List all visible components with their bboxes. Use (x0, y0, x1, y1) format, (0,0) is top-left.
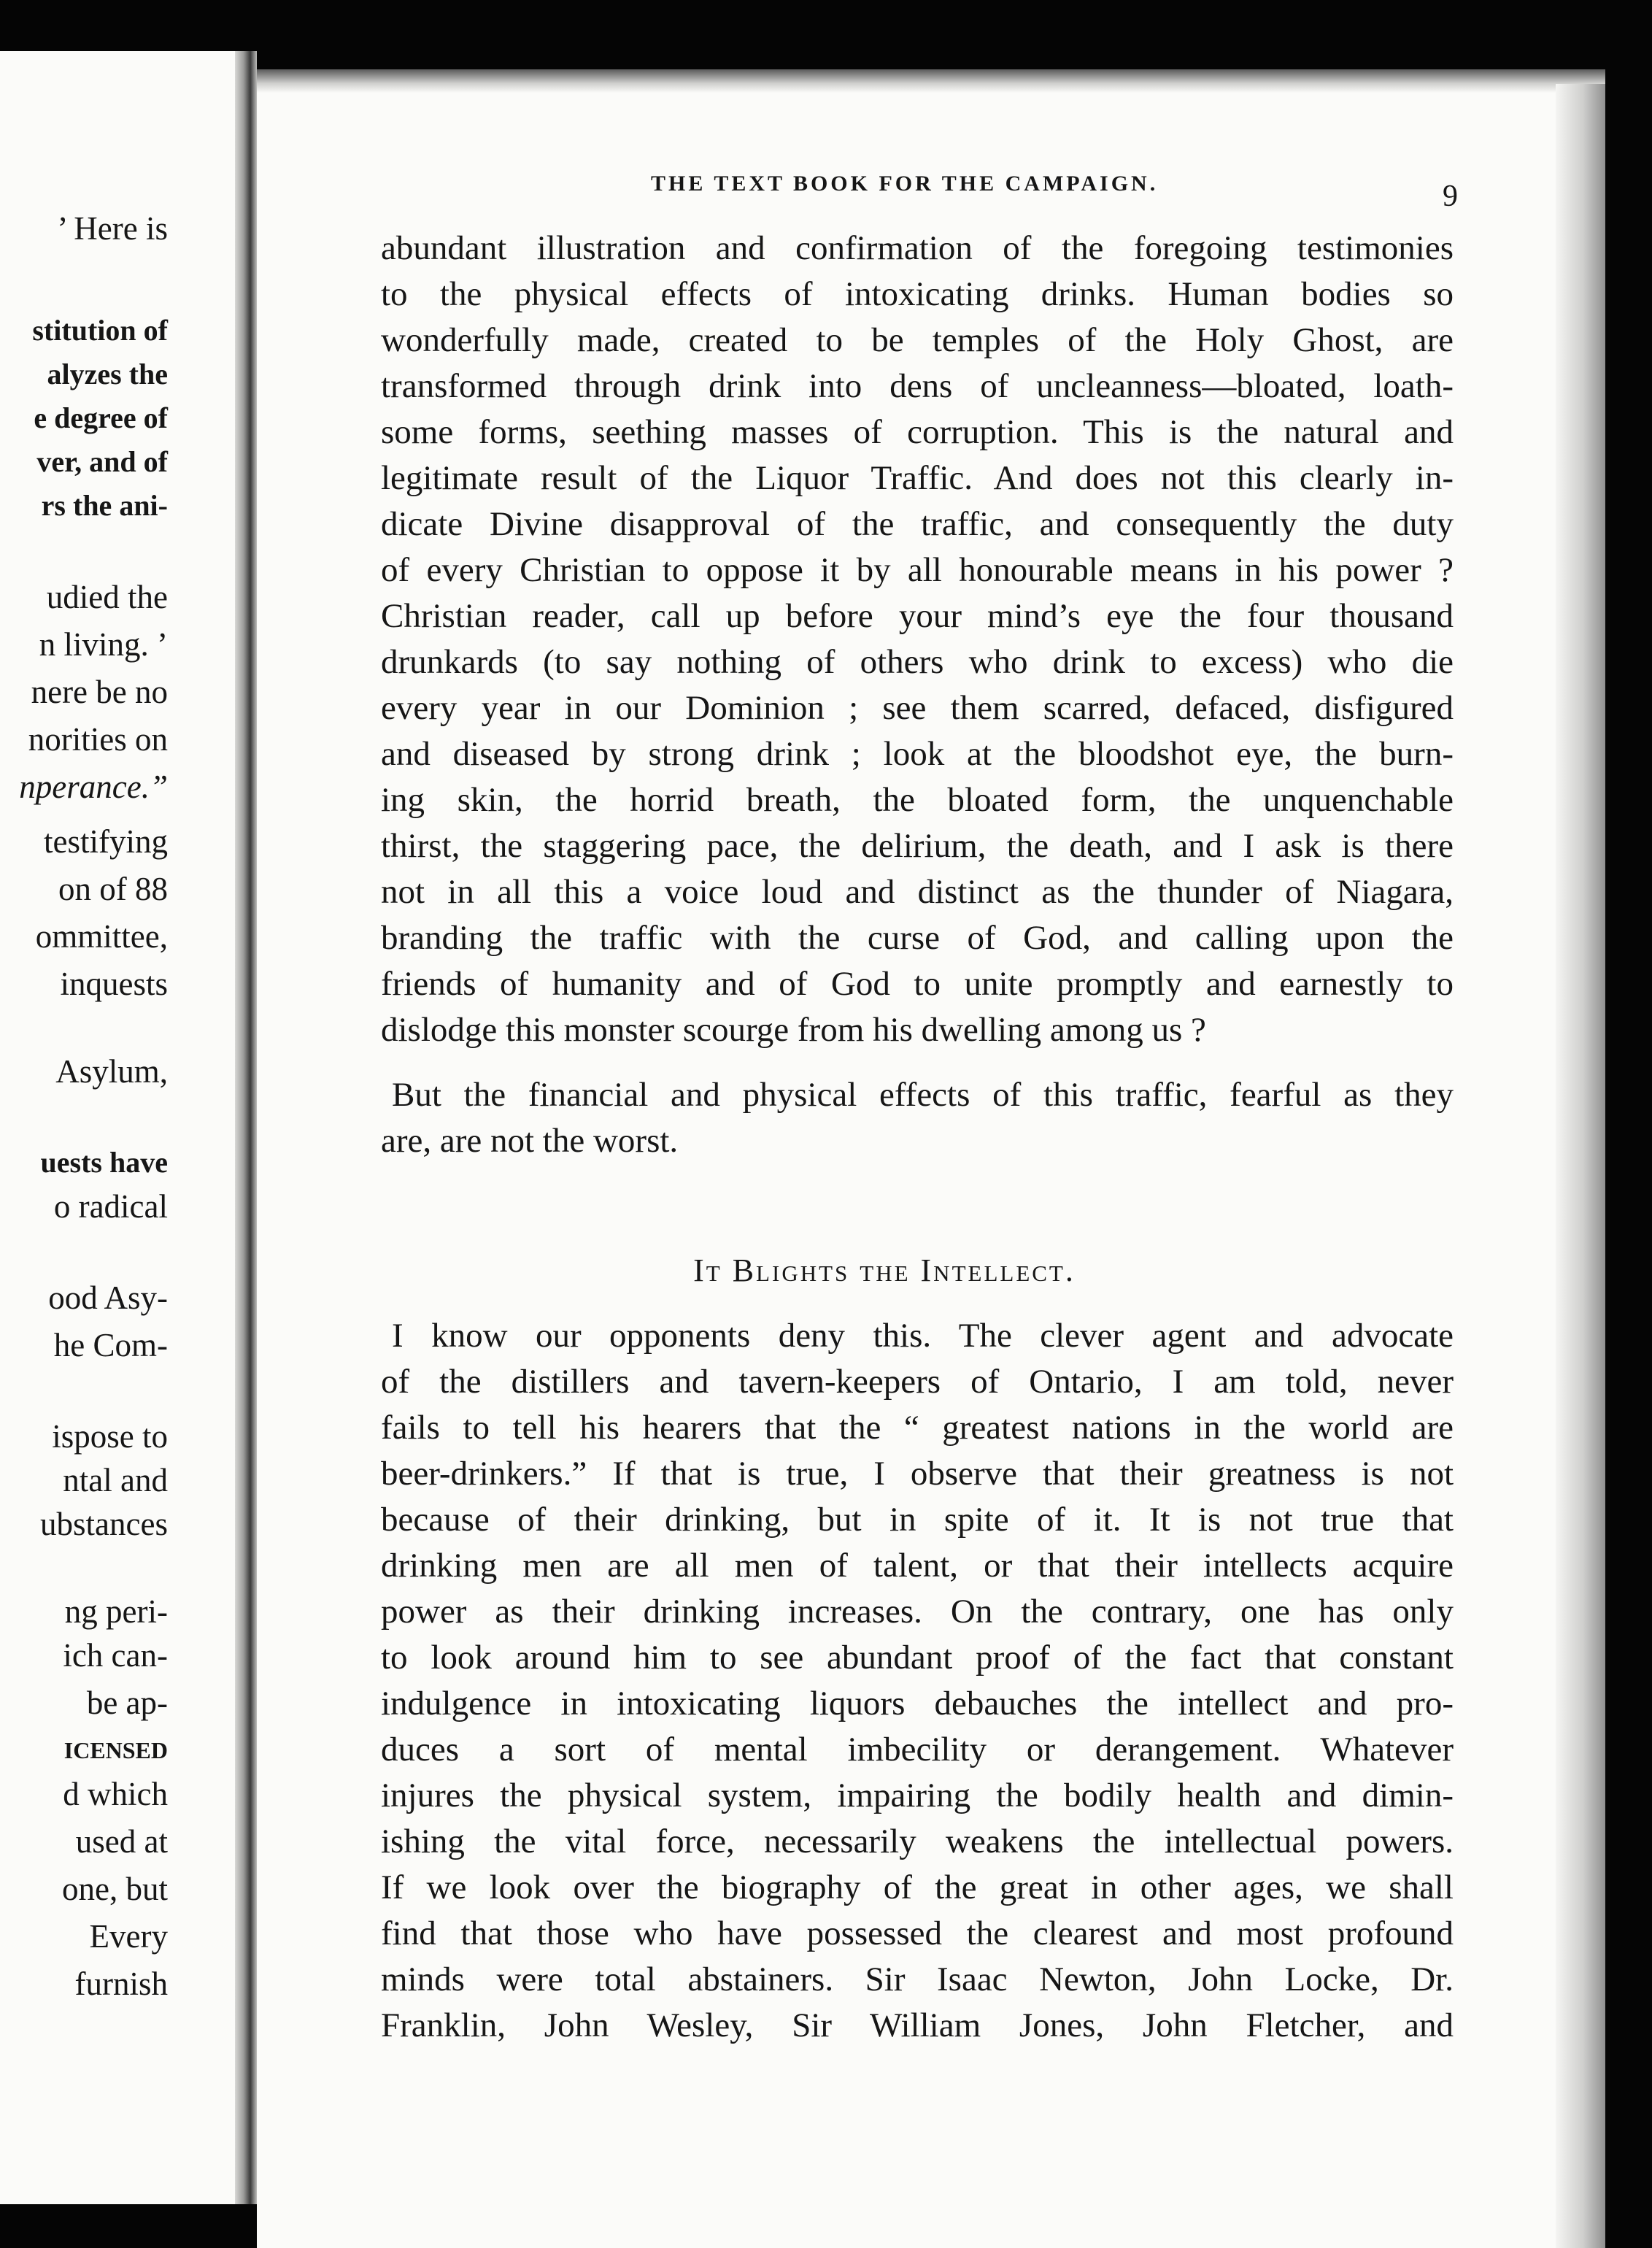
left-line: o radical (53, 1188, 168, 1225)
left-line: n living. ’ (39, 626, 168, 663)
body-line: Christian reader, call up before your mind’s eye the four thousand (381, 597, 1454, 635)
body-line: beer-drinkers.” If that is true, I observe that their greatness is not (381, 1455, 1454, 1493)
left-line: e degree of (34, 401, 168, 434)
left-line: norities on (28, 721, 168, 758)
body-line: branding the traffic with the curse of God, and calling upon the (381, 919, 1454, 957)
left-line: furnish (74, 1966, 168, 2002)
left-line: ICENSED (63, 1737, 168, 1763)
body-line: some forms, seething masses of corruption. This is the natural and (381, 413, 1454, 451)
left-line: ubstances (40, 1506, 168, 1542)
body-line: find that those who have possessed the clearest and most profound (381, 1914, 1454, 1952)
body-line: ishing the vital force, necessarily weakens the intellectual powers. (381, 1822, 1454, 1860)
left-line: nere be no (31, 674, 168, 710)
body-line: I know our opponents deny this. The clever agent and advocate (392, 1317, 1454, 1355)
body-line: If we look over the biography of the great in other ages, we shall (381, 1868, 1454, 1906)
left-line: ’ Here is (57, 210, 168, 247)
body-line: dicate Divine disapproval of the traffic, and consequently the duty (381, 505, 1454, 543)
left-facing-page (0, 51, 235, 2204)
body-line: wonderfully made, created to be temples of the Holy Ghost, are (381, 321, 1454, 359)
right-main-page (257, 69, 1605, 2248)
body-line: are, are not the worst. (381, 1122, 679, 1160)
body-line: of the distillers and tavern-keepers of Ontario, I am told, never (381, 1363, 1454, 1401)
body-line: dislodge this monster scourge from his dwelling among us ? (381, 1011, 1206, 1049)
body-line: drunkards (to say nothing of others who drink to excess) who die (381, 643, 1454, 681)
body-line: to look around him to see abundant proof of the fact that constant (381, 1639, 1454, 1677)
left-line: be ap- (86, 1685, 168, 1721)
left-line: udied the (46, 579, 168, 615)
body-line: minds were total abstainers. Sir Isaac Newton, John Locke, Dr. (381, 1960, 1454, 1998)
left-line: he Com- (53, 1327, 168, 1363)
body-line: and diseased by strong drink ; look at the bloodshot eye, the burn- (381, 735, 1454, 773)
body-line: thirst, the staggering pace, the delirium, the death, and I ask is there (381, 827, 1454, 865)
section-heading-text: It Blights the Intellect. (693, 1252, 1076, 1288)
section-heading (257, 1252, 1512, 1289)
body-line: duces a sort of mental imbecility or derangement. Whatever (381, 1731, 1454, 1768)
left-line: rs the ani- (41, 489, 168, 522)
page-edge-shadow (1556, 84, 1605, 2248)
left-line: ood Asy- (48, 1279, 168, 1316)
left-line: ispose to (52, 1418, 168, 1455)
body-line: power as their drinking increases. On the contrary, one has only (381, 1593, 1454, 1631)
left-line: Asylum, (55, 1053, 168, 1090)
body-line: ing skin, the horrid breath, the bloated form, the unquenchable (381, 781, 1454, 819)
left-line: d which (63, 1776, 168, 1812)
running-head: THE TEXT BOOK FOR THE CAMPAIGN. (651, 172, 1159, 196)
body-line: every year in our Dominion ; see them scarred, defaced, disfigured (381, 689, 1454, 727)
left-line: ntal and (63, 1462, 168, 1498)
body-line: But the financial and physical effects of this traffic, fearful as they (392, 1076, 1454, 1114)
left-line: nperance.” (19, 769, 168, 805)
body-line: fails to tell his hearers that the “ greatest nations in the world are (381, 1409, 1454, 1447)
left-line: stitution of (32, 314, 168, 347)
left-line: one, but (62, 1871, 168, 1907)
page-top-shadow (257, 69, 1605, 93)
left-line: inquests (60, 966, 168, 1002)
left-line: alyzes the (47, 358, 168, 390)
body-line: friends of humanity and of God to unite promptly and earnestly to (381, 965, 1454, 1003)
body-line: not in all this a voice loud and distinct as the thunder of Niagara, (381, 873, 1454, 911)
body-line: legitimate result of the Liquor Traffic. And does not this clearly in- (381, 459, 1454, 497)
left-line: uests have (40, 1146, 168, 1179)
body-line: injures the physical system, impairing the bodily health and dimin- (381, 1777, 1454, 1814)
body-line: transformed through drink into dens of uncleanness—bloated, loath- (381, 367, 1454, 405)
left-line: Every (89, 1918, 168, 1955)
left-line: ver, and of (36, 445, 168, 478)
left-line: used at (75, 1823, 168, 1860)
body-line: Franklin, John Wesley, Sir William Jones, John Fletcher, and (381, 2006, 1454, 2044)
body-line: because of their drinking, but in spite of it. It is not true that (381, 1501, 1454, 1539)
left-line: ng peri- (64, 1593, 168, 1630)
left-line: on of 88 (58, 871, 168, 907)
body-line: drinking men are all men of talent, or that their intellects acquire (381, 1547, 1454, 1585)
left-line: ich can- (63, 1637, 168, 1674)
body-line: of every Christian to oppose it by all honourable means in his power ? (381, 551, 1454, 589)
body-line: to the physical effects of intoxicating drinks. Human bodies so (381, 275, 1454, 313)
left-line: ommittee, (35, 918, 168, 955)
left-line: testifying (44, 823, 168, 860)
body-line: indulgence in intoxicating liquors debauches the intellect and pro- (381, 1685, 1454, 1722)
body-line: abundant illustration and confirmation of the foregoing testimonies (381, 229, 1454, 267)
page-number: 9 (1443, 180, 1458, 213)
book-gutter (235, 51, 257, 2204)
